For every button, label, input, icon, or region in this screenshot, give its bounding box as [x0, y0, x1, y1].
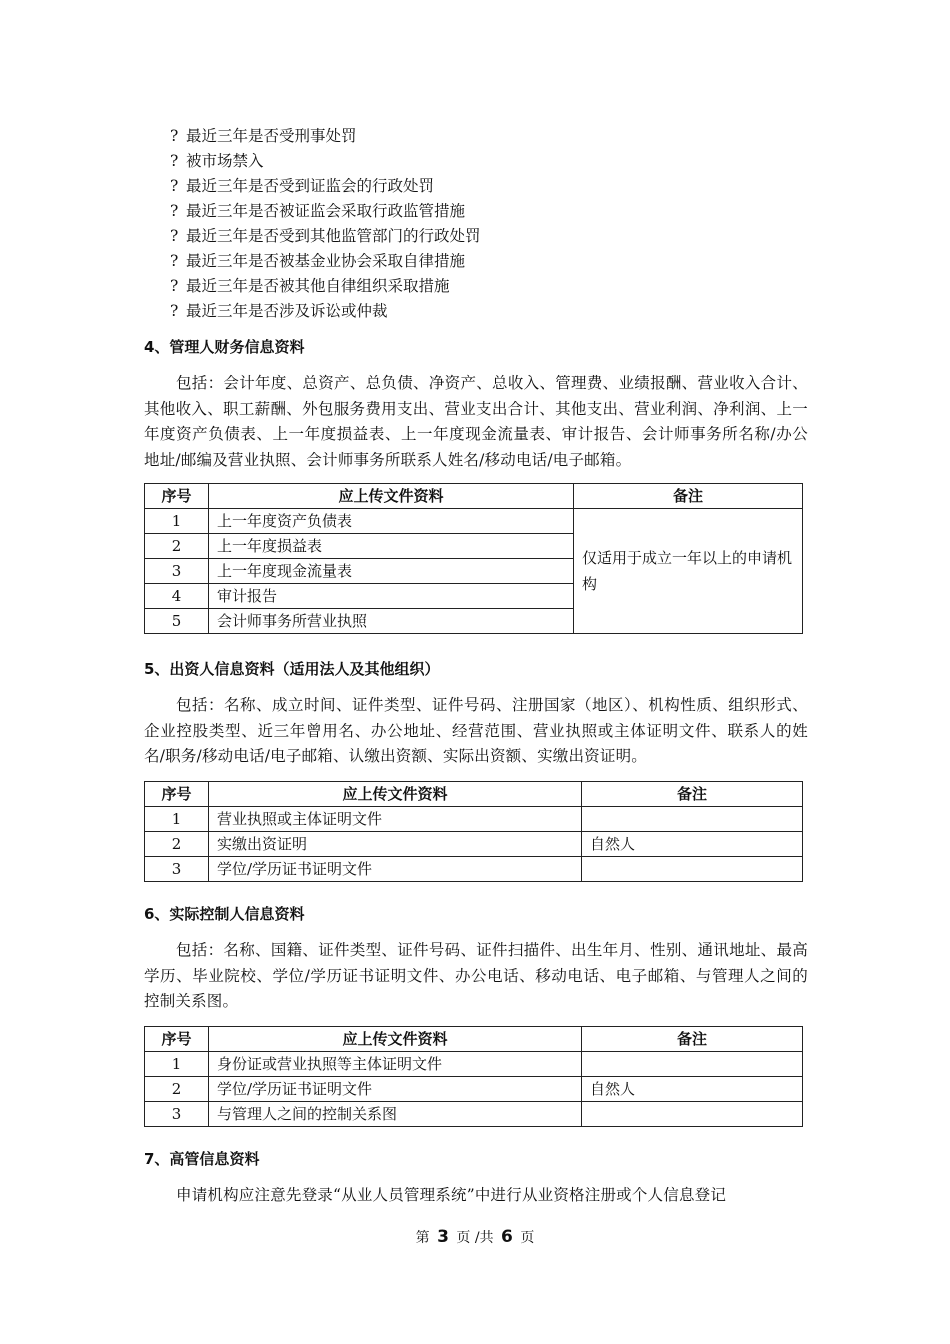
table-row — [145, 1102, 803, 1127]
row-document: 学位/学历证书证明文件 — [209, 1077, 582, 1102]
row-number: 2 — [145, 1077, 209, 1102]
bullet-marker: ? — [170, 277, 179, 295]
row-number: 2 — [145, 534, 209, 559]
investor-docs-table — [144, 781, 803, 882]
footer-middle: 页 /共 — [456, 1230, 494, 1246]
row-document: 与管理人之间的控制关系图 — [209, 1102, 582, 1127]
list-item: ? 最近三年是否被证监会采取行政监管措施 — [170, 199, 481, 224]
column-header-no: 序号 — [145, 1027, 209, 1052]
penalty-checklist — [170, 124, 481, 324]
row-document: 学位/学历证书证明文件 — [209, 857, 582, 882]
row-number: 1 — [145, 1052, 209, 1077]
row-number: 5 — [145, 609, 209, 634]
row-note: 仅适用于成立一年以上的申请机构 — [574, 509, 803, 634]
row-note — [582, 1102, 803, 1127]
section-7-heading: 7、高管信息资料 — [144, 1150, 260, 1168]
current-page-number: 3 — [437, 1227, 449, 1247]
row-note — [582, 807, 803, 832]
section-7-paragraph: 申请机构应注意先登录“从业人员管理系统”中进行从业资格注册或个人信息登记 — [176, 1186, 727, 1204]
row-note — [582, 857, 803, 882]
table-row — [145, 807, 803, 832]
row-number: 2 — [145, 832, 209, 857]
bullet-marker: ? — [170, 127, 179, 145]
table-row — [145, 1052, 803, 1077]
bullet-marker: ? — [170, 252, 179, 270]
table-row — [145, 1077, 803, 1102]
row-document: 上一年度资产负债表 — [209, 509, 574, 534]
row-document: 上一年度现金流量表 — [209, 559, 574, 584]
list-item: ? 被市场禁入 — [170, 149, 481, 174]
footer-prefix: 第 — [415, 1230, 430, 1246]
row-document: 实缴出资证明 — [209, 832, 582, 857]
section-4-heading: 4、管理人财务信息资料 — [144, 338, 305, 356]
row-note — [582, 1052, 803, 1077]
row-number: 3 — [145, 857, 209, 882]
row-document: 身份证或营业执照等主体证明文件 — [209, 1052, 582, 1077]
list-item: ? 最近三年是否受到其他监管部门的行政处罚 — [170, 224, 481, 249]
row-number: 3 — [145, 1102, 209, 1127]
bullet-marker: ? — [170, 227, 179, 245]
section-4-paragraph: 包括：会计年度、总资产、总负债、净资产、总收入、管理费、业绩报酬、营业收入合计、其他收入、职工薪酬、外包服务费用支出、营业支出合计、其他支出、营业利润、净利润、上一年度资产负债表、上一年度损益表、上一年度现金流量表、审计报告、会计师事务所名称/办公地址/邮编及营业执照、会计师事务所联系人姓名/移动电话/电子邮箱。 — [144, 374, 808, 469]
row-document: 会计师事务所营业执照 — [209, 609, 574, 634]
column-header-note: 备注 — [582, 782, 803, 807]
row-number: 1 — [145, 509, 209, 534]
column-header-doc: 应上传文件资料 — [209, 484, 574, 509]
table-header-row — [145, 484, 803, 509]
column-header-note: 备注 — [582, 1027, 803, 1052]
controller-docs-table — [144, 1026, 803, 1127]
page-footer — [0, 1224, 950, 1250]
table-row — [145, 832, 803, 857]
table-row — [145, 509, 803, 534]
section-6-heading: 6、实际控制人信息资料 — [144, 905, 305, 923]
financial-docs-table — [144, 483, 803, 634]
row-number: 1 — [145, 807, 209, 832]
total-page-number: 6 — [501, 1227, 513, 1247]
row-note: 自然人 — [582, 832, 803, 857]
footer-suffix: 页 — [520, 1230, 535, 1246]
table-header-row — [145, 1027, 803, 1052]
row-document: 上一年度损益表 — [209, 534, 574, 559]
list-item: ? 最近三年是否被其他自律组织采取措施 — [170, 274, 481, 299]
section-5-paragraph: 包括：名称、成立时间、证件类型、证件号码、注册国家（地区）、机构性质、组织形式、企业控股类型、近三年曾用名、办公地址、经营范围、营业执照或主体证明文件、联系人的姓名/职务/移动电话/电子邮箱、认缴出资额、实际出资额、实缴出资证明。 — [144, 696, 808, 765]
bullet-marker: ? — [170, 302, 179, 320]
table-row — [145, 857, 803, 882]
column-header-note: 备注 — [574, 484, 803, 509]
column-header-no: 序号 — [145, 782, 209, 807]
section-6-paragraph: 包括：名称、国籍、证件类型、证件号码、证件扫描件、出生年月、性别、通讯地址、最高学历、毕业院校、学位/学历证书证明文件、办公电话、移动电话、电子邮箱、与管理人之间的控制关系图。 — [144, 941, 808, 1010]
list-item: ? 最近三年是否受刑事处罚 — [170, 124, 481, 149]
row-number: 4 — [145, 584, 209, 609]
column-header-doc: 应上传文件资料 — [209, 1027, 582, 1052]
list-item: ? 最近三年是否涉及诉讼或仲裁 — [170, 299, 481, 324]
column-header-no: 序号 — [145, 484, 209, 509]
bullet-marker: ? — [170, 202, 179, 220]
list-item: ? 最近三年是否受到证监会的行政处罚 — [170, 174, 481, 199]
row-document: 审计报告 — [209, 584, 574, 609]
row-note: 自然人 — [582, 1077, 803, 1102]
bullet-marker: ? — [170, 177, 179, 195]
bullet-marker: ? — [170, 152, 179, 170]
row-document: 营业执照或主体证明文件 — [209, 807, 582, 832]
section-5-heading: 5、出资人信息资料（适用法人及其他组织） — [144, 660, 440, 678]
list-item: ? 最近三年是否被基金业协会采取自律措施 — [170, 249, 481, 274]
row-number: 3 — [145, 559, 209, 584]
column-header-doc: 应上传文件资料 — [209, 782, 582, 807]
table-header-row — [145, 782, 803, 807]
